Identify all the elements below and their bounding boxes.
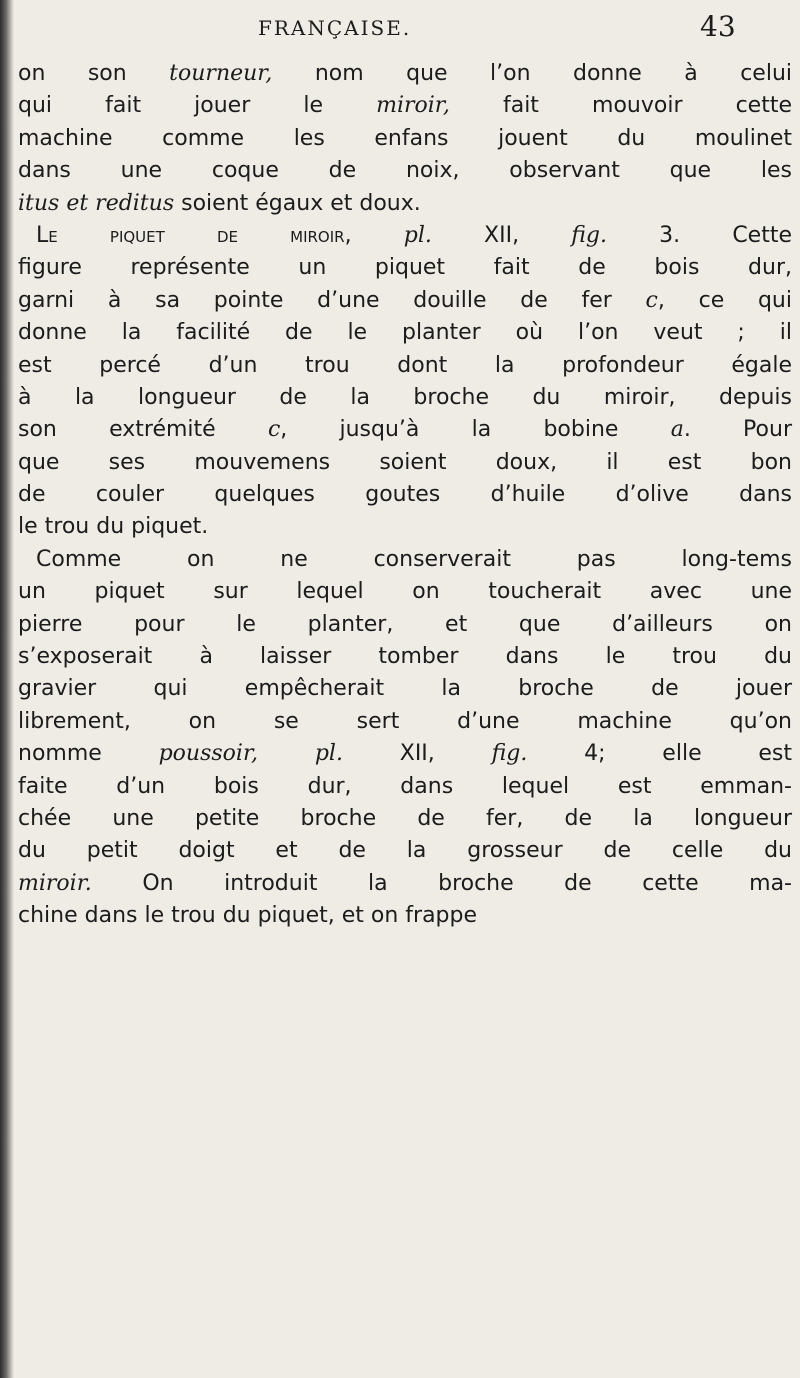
text-line (18, 58, 792, 90)
text-line (18, 447, 792, 479)
italic-term: pl. (403, 222, 432, 248)
text-run: soient égaux et doux. (174, 190, 421, 216)
small-caps-heading: Le piquet de miroir, (36, 222, 352, 248)
body-text (18, 58, 792, 933)
italic-term: a (670, 417, 684, 443)
text-run: de couler quelques goutes d’huile d’olive dans (18, 482, 792, 508)
italic-term: miroir, (376, 93, 450, 119)
text-run: machine comme les enfans jouent du moulinet (18, 125, 792, 151)
text-run (352, 223, 404, 248)
text-run: s’exposerait à laisser tomber dans le trou du (18, 644, 792, 670)
text-line (18, 511, 792, 543)
text-line (18, 868, 792, 900)
text-run: pierre pour le planter, et que d’ailleurs on (18, 611, 792, 637)
text-run: à la longueur de la broche du miroir, depuis (18, 384, 792, 410)
text-run: figure représente un piquet fait de bois dur, (18, 255, 792, 281)
text-run: nomme (18, 741, 159, 767)
text-run: gravier qui empêcherait la broche de jouer (18, 676, 792, 702)
text-line (18, 317, 792, 349)
italic-term: c (267, 417, 281, 443)
text-line (18, 803, 792, 835)
text-run: XII, (342, 741, 492, 767)
italic-term: itus et reditus (18, 190, 175, 216)
text-line (18, 900, 792, 932)
page-number: 43 (700, 10, 736, 43)
text-line (18, 641, 792, 673)
page-header (0, 10, 800, 50)
text-run: chine dans le trou du piquet, et on frappe (18, 903, 478, 929)
text-line (18, 90, 792, 122)
text-line (18, 544, 792, 576)
text-run: 3. Cette (607, 222, 792, 248)
text-line (18, 706, 792, 738)
italic-term: fig. (491, 741, 528, 767)
page-gutter-shadow (0, 0, 14, 1378)
text-line (18, 771, 792, 803)
text-run: qui fait jouer le (18, 93, 377, 119)
text-run: est percé d’un trou dont la profondeur égale (18, 352, 792, 378)
text-run: son extrémité (18, 417, 268, 443)
text-run (258, 741, 315, 766)
text-line (18, 350, 792, 382)
italic-term: c (645, 287, 658, 313)
text-line (18, 220, 792, 252)
italic-term: pl. (314, 741, 343, 767)
italic-term: tourneur, (169, 61, 273, 86)
text-run: faite d’un bois dur, dans lequel est emman- (18, 773, 792, 799)
italic-term: fig. (571, 222, 607, 248)
text-run: on son (18, 61, 170, 86)
text-run: librement, on se sert d’une machine qu’on (18, 708, 792, 734)
text-run: , ce qui (657, 287, 792, 313)
text-line (18, 738, 792, 770)
text-run: chée une petite broche de fer, de la longueur (18, 805, 792, 831)
italic-term: miroir. (18, 870, 92, 896)
text-line (18, 155, 792, 187)
text-line (18, 673, 792, 705)
italic-term: poussoir, (158, 741, 259, 767)
text-run: donne la facilité de le planter où l’on veut ; il (18, 320, 792, 346)
text-run: XII, (431, 222, 572, 248)
text-line (18, 123, 792, 155)
text-run: Comme on ne conserverait pas long-tems (36, 546, 792, 572)
text-run: 4; elle est (527, 741, 793, 767)
text-line (18, 285, 792, 317)
text-run: fait mouvoir cette (449, 93, 792, 119)
text-run: dans une coque de noix, observant que les (18, 158, 792, 184)
text-line (18, 609, 792, 641)
text-run: le trou du piquet. (18, 514, 209, 540)
text-run: , jusqu’à la bobine (280, 417, 671, 443)
text-run: que ses mouvemens soient doux, il est bon (18, 449, 792, 475)
running-title: FRANÇAISE. (258, 16, 412, 40)
text-run: un piquet sur lequel on toucherait avec une (18, 579, 792, 605)
text-run: On introduit la broche de cette ma- (91, 870, 792, 896)
text-line (18, 382, 792, 414)
text-line (18, 576, 792, 608)
text-line (18, 252, 792, 284)
text-run: . Pour (683, 417, 792, 443)
text-run: du petit doigt et de la grosseur de celle du (18, 838, 792, 864)
text-line (18, 835, 792, 867)
text-run: nom que l’on donne à celui (272, 61, 792, 86)
text-line (18, 414, 792, 446)
text-line (18, 479, 792, 511)
text-run: garni à sa pointe d’une douille de fer (18, 287, 646, 313)
text-line (18, 188, 792, 220)
